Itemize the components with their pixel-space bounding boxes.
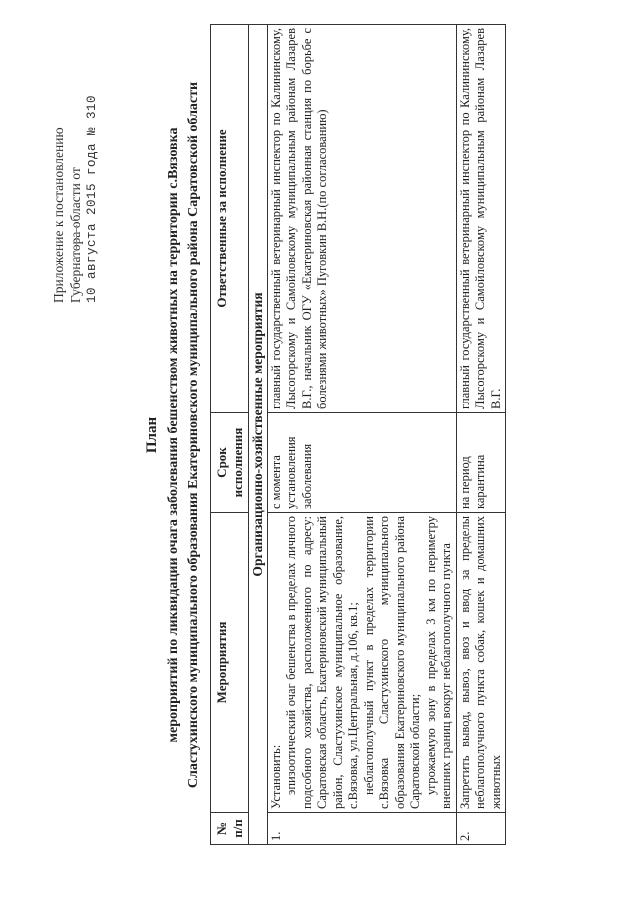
row-term: на период карантина	[456, 413, 506, 513]
row-responsible: главный государственный ветеринарный инспектор по Калининскому, Лысогорскому и Самойловскому муниципальным районам Лазарев В.Г.	[456, 25, 506, 413]
action-paragraph: эпизоотический очаг бешенства в пределах личного подсобного хозяйства, расположенного по адресу: Саратовская область, Екатериновский муниципальный район, Сластухинское муниципальное образование, с.Вязовка, ул.Центральная, д.106, кв.1;	[284, 516, 360, 809]
header-term: Срок исполнения	[211, 413, 249, 513]
plan-subtitle-1: мероприятий по ликвидации очага заболевания бешенством животных на территории с.Вязовка	[166, 127, 181, 743]
plan-table	[210, 24, 506, 845]
row-responsible: главный государственный ветеринарный инспектор по Калининскому, Лысогорскому и Самойловскому муниципальным районам Лазарев В.Г., начальник ОГУ «Екатериновская районная станция по борьбе с болезнями животных» Пуговкин В.Н.(по согласованию)	[267, 25, 456, 413]
rotated-page	[40, 15, 600, 855]
action-paragraph: угрожаемую зону в пределах 3 км по периметру внешних границ вокруг неблагополучного пункта	[423, 516, 453, 809]
appendix-line-2: Губернатора области от	[68, 167, 83, 303]
action-paragraph: неблагополучный пункт в пределах территории с.Вязовка Сластухинского муниципального образования Екатериновского муниципального района Саратовской области;	[361, 516, 422, 809]
plan-title: План	[144, 416, 160, 454]
appendix-line-3: 10 августа 2015 года № 310	[85, 94, 99, 303]
appendix-block	[50, 95, 101, 303]
table-row	[267, 25, 456, 845]
row-action	[267, 513, 456, 813]
action-lead: Установить:	[268, 744, 283, 809]
section-title: Организационно-хозяйственные мероприятия	[249, 25, 268, 845]
plan-subtitle-2: Сластухинского муниципального образования Екатериновского муниципального района Саратовской области	[186, 81, 201, 789]
row-number: 2.	[456, 813, 506, 845]
header-num: № п/п	[211, 813, 249, 845]
header-resp: Ответственные за исполнение	[211, 25, 249, 413]
header-action: Мероприятия	[211, 513, 249, 813]
section-row	[249, 25, 268, 845]
appendix-line-1: Приложение к постановлению	[51, 127, 66, 303]
row-term: с момента установления заболевания	[267, 413, 456, 513]
corner-mark	[76, 225, 81, 251]
table-row	[456, 25, 506, 845]
row-number: 1.	[267, 813, 456, 845]
table-header-row	[211, 25, 249, 845]
row-action: Запретить вывод, вывоз, ввоз и ввод за пределы неблагополучного пункта собак, кошек и домашних животных	[456, 513, 506, 813]
